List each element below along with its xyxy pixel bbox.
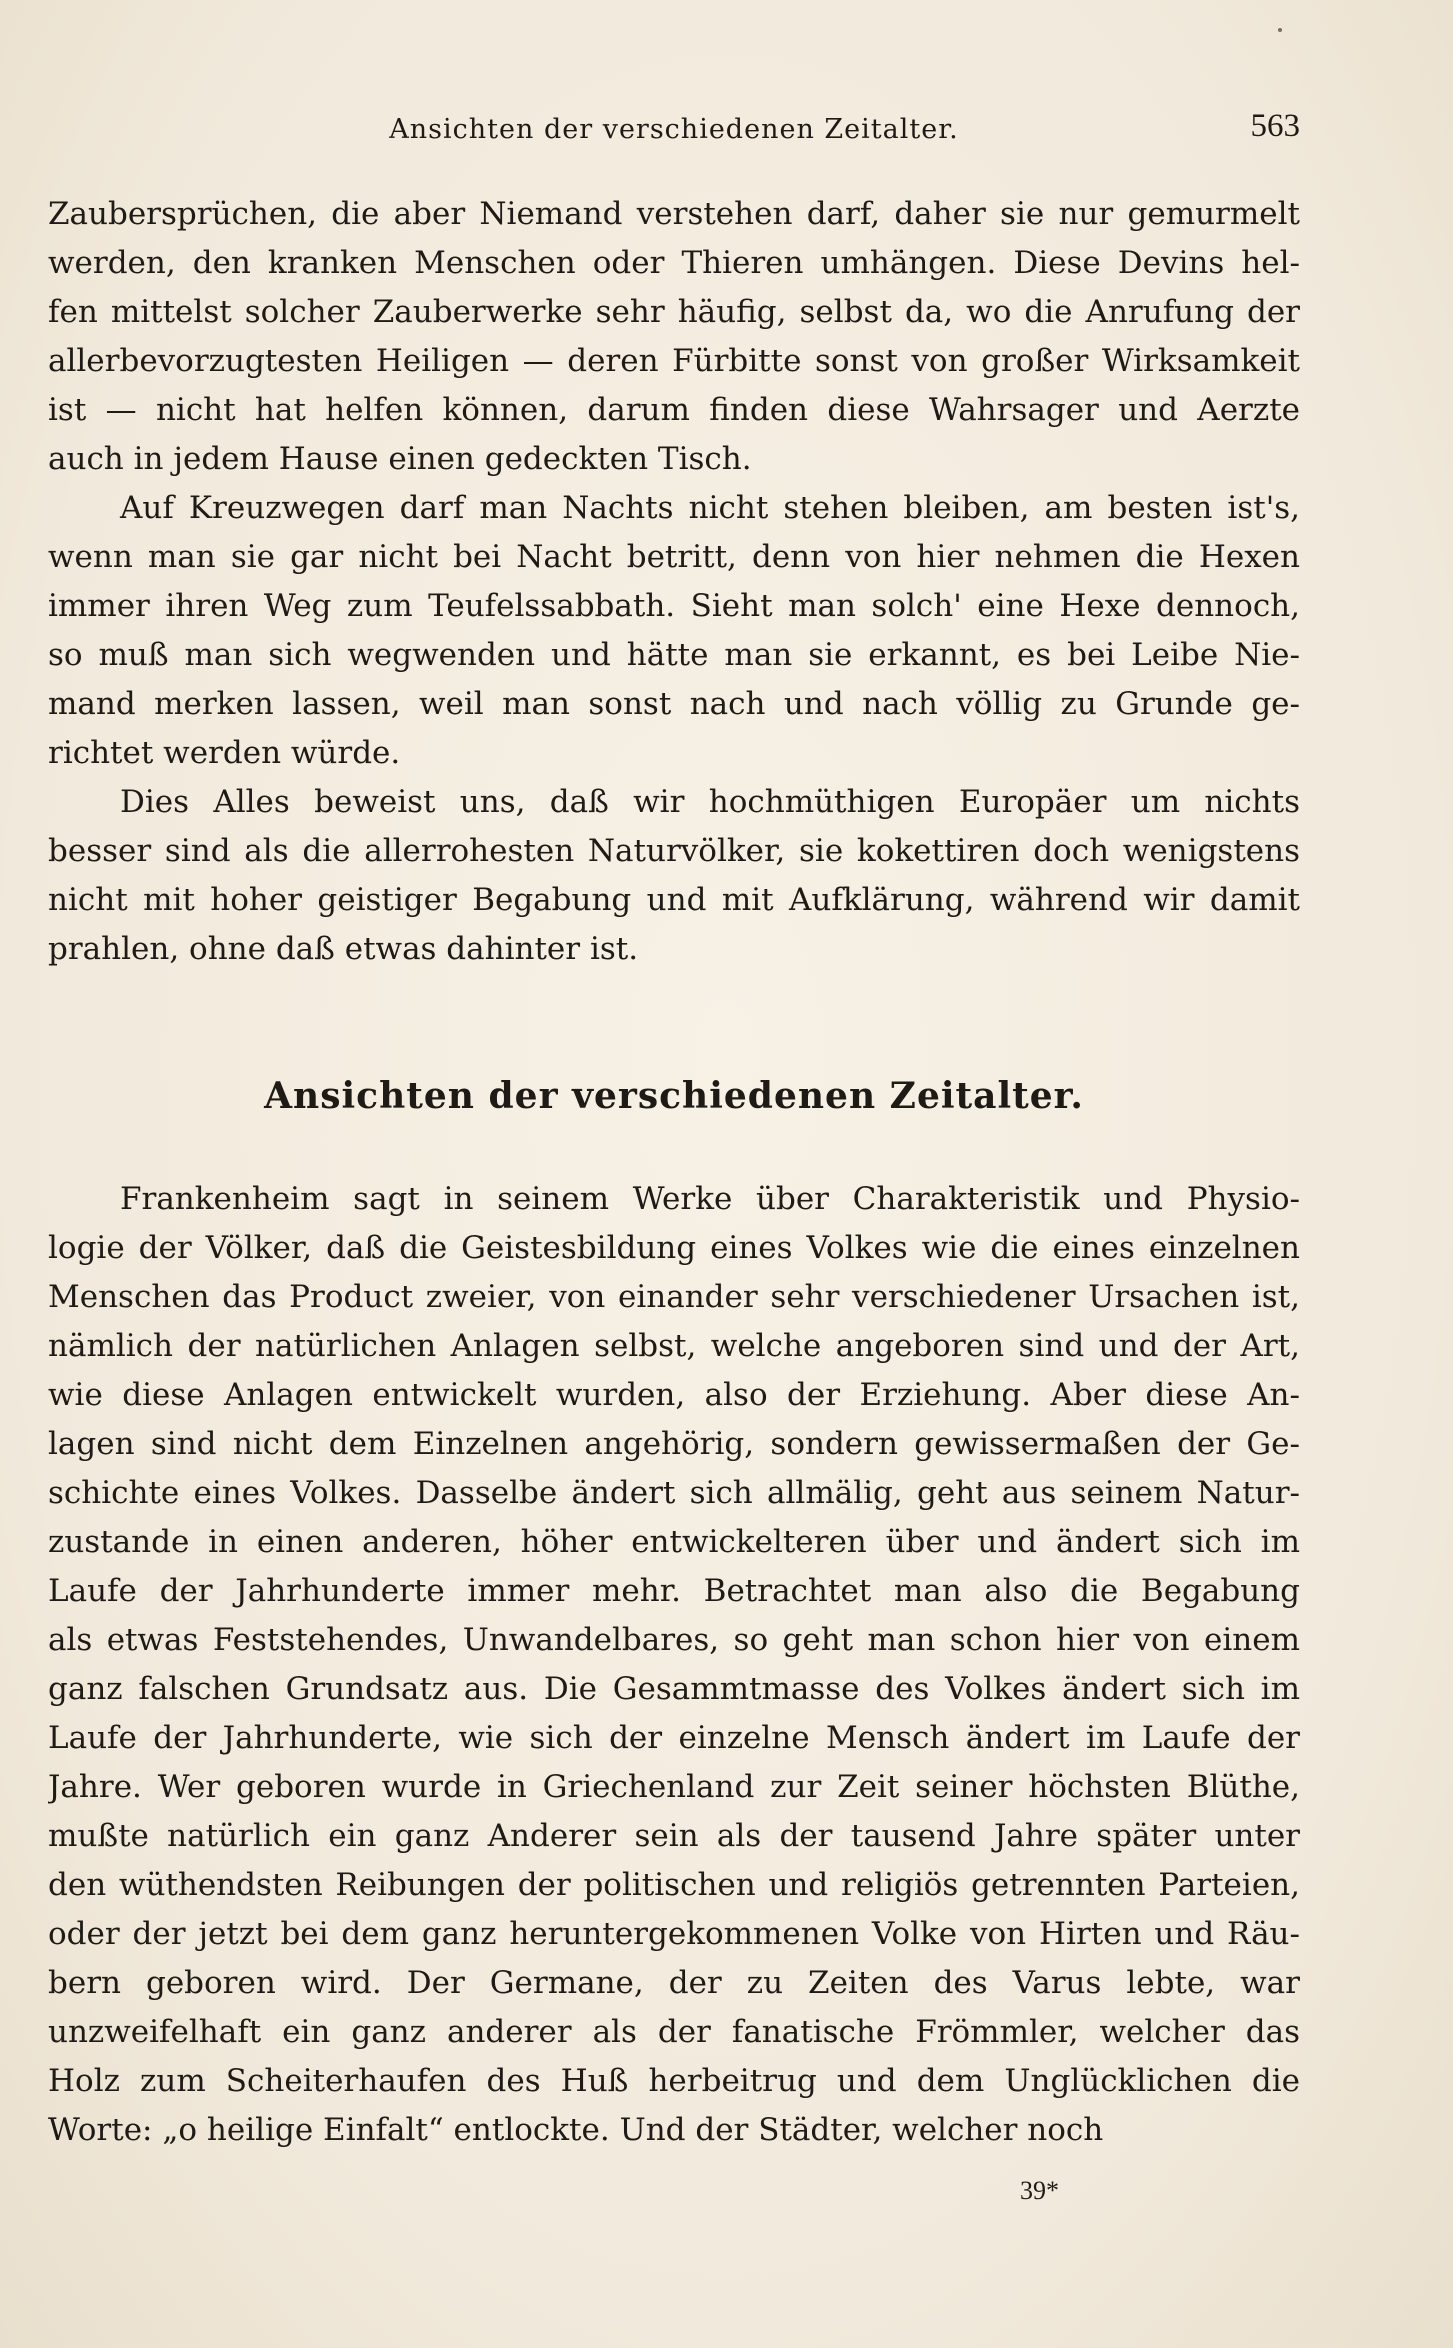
text-line: lagen sind nicht dem Einzelnen angehörig, sondern gewissermaßen der Ge- xyxy=(48,1426,1300,1462)
text-line: ist — nicht hat helfen können, darum finden diese Wahrsager und Aerzte xyxy=(48,392,1300,428)
text-line: richtet werden würde. xyxy=(48,735,401,771)
section-title: Ansichten der verschiedenen Zeitalter. xyxy=(264,1075,1084,1117)
text-line: Jahre. Wer geboren wurde in Griechenland zur Zeit seiner höchsten Blüthe, xyxy=(48,1769,1300,1805)
running-title: Ansichten der verschiedenen Zeitalter. xyxy=(389,114,959,145)
text-line: Laufe der Jahrhunderte immer mehr. Betrachtet man also die Begabung xyxy=(48,1573,1300,1609)
text-line: immer ihren Weg zum Teufelssabbath. Sieht man solch' eine Hexe dennoch, xyxy=(48,588,1300,624)
text-line: so muß man sich wegwenden und hätte man sie erkannt, es bei Leibe Nie- xyxy=(48,637,1300,673)
signature-mark: 39* xyxy=(1020,2176,1059,2205)
text-line: zustande in einen anderen, höher entwickelteren über und ändert sich im xyxy=(48,1524,1300,1560)
text-line: auch in jedem Hause einen gedeckten Tisch. xyxy=(48,441,752,477)
text-line: allerbevorzugtesten Heiligen — deren Fürbitte sonst von großer Wirksamkeit xyxy=(48,343,1300,379)
text-line: schichte eines Volkes. Dasselbe ändert sich allmälig, geht aus seinem Natur- xyxy=(48,1475,1300,1511)
text-line: logie der Völker, daß die Geistesbildung eines Volkes wie die eines einzelnen xyxy=(48,1230,1300,1266)
page-header xyxy=(48,108,1300,152)
text-line: Dies Alles beweist uns, daß wir hochmüthigen Europäer um nichts xyxy=(120,784,1300,820)
text-line: wenn man sie gar nicht bei Nacht betritt, denn von hier nehmen die Hexen xyxy=(48,539,1300,575)
text-line: mand merken lassen, weil man sonst nach und nach völlig zu Grunde ge- xyxy=(48,686,1300,722)
text-block-bottom xyxy=(48,1175,1300,2155)
text-line: Auf Kreuzwegen darf man Nachts nicht stehen bleiben, am besten ist's, xyxy=(120,490,1300,526)
text-line: Frankenheim sagt in seinem Werke über Charakteristik und Physio- xyxy=(120,1181,1300,1217)
text-line: bern geboren wird. Der Germane, der zu Zeiten des Varus lebte, war xyxy=(48,1965,1300,2001)
text-line: werden, den kranken Menschen oder Thieren umhängen. Diese Devins hel- xyxy=(48,245,1300,281)
text-line: nicht mit hoher geistiger Begabung und mit Aufklärung, während wir damit xyxy=(48,882,1300,918)
paragraph xyxy=(48,190,1300,484)
paragraph xyxy=(48,484,1300,778)
text-line: ganz falschen Grundsatz aus. Die Gesammtmasse des Volkes ändert sich im xyxy=(48,1671,1300,1707)
text-line: Holz zum Scheiterhaufen des Huß herbeitrug und dem Unglücklichen die xyxy=(48,2063,1300,2099)
text-line: fen mittelst solcher Zauberwerke sehr häufig, selbst da, wo die Anrufung der xyxy=(48,294,1300,330)
page-number: 563 xyxy=(1250,108,1300,144)
text-line: Worte: „o heilige Einfalt“ entlockte. Und der Städter, welcher noch xyxy=(48,2112,1104,2148)
paper-speck xyxy=(1278,28,1282,32)
text-line: oder der jetzt bei dem ganz heruntergekommenen Volke von Hirten und Räu- xyxy=(48,1916,1300,1952)
text-line: unzweifelhaft ein ganz anderer als der fanatische Frömmler, welcher das xyxy=(48,2014,1300,2050)
text-line: den wüthendsten Reibungen der politischen und religiös getrennten Parteien, xyxy=(48,1867,1300,1903)
text-line: nämlich der natürlichen Anlagen selbst, welche angeboren sind und der Art, xyxy=(48,1328,1300,1364)
text-line: wie diese Anlagen entwickelt wurden, also der Erziehung. Aber diese An- xyxy=(48,1377,1300,1413)
paragraph xyxy=(48,1175,1300,2155)
text-line: Menschen das Product zweier, von einander sehr verschiedener Ursachen ist, xyxy=(48,1279,1300,1315)
paragraph xyxy=(48,778,1300,974)
text-line: prahlen, ohne daß etwas dahinter ist. xyxy=(48,931,639,967)
text-line: Laufe der Jahrhunderte, wie sich der einzelne Mensch ändert im Laufe der xyxy=(48,1720,1300,1756)
text-line: als etwas Feststehendes, Unwandelbares, so geht man schon hier von einem xyxy=(48,1622,1300,1658)
text-line: besser sind als die allerrohesten Naturvölker, sie kokettiren doch wenigstens xyxy=(48,833,1300,869)
text-block-top xyxy=(48,190,1300,974)
text-line: mußte natürlich ein ganz Anderer sein als der tausend Jahre später unter xyxy=(48,1818,1300,1854)
text-line: Zaubersprüchen, die aber Niemand verstehen darf, daher sie nur gemurmelt xyxy=(48,196,1300,232)
